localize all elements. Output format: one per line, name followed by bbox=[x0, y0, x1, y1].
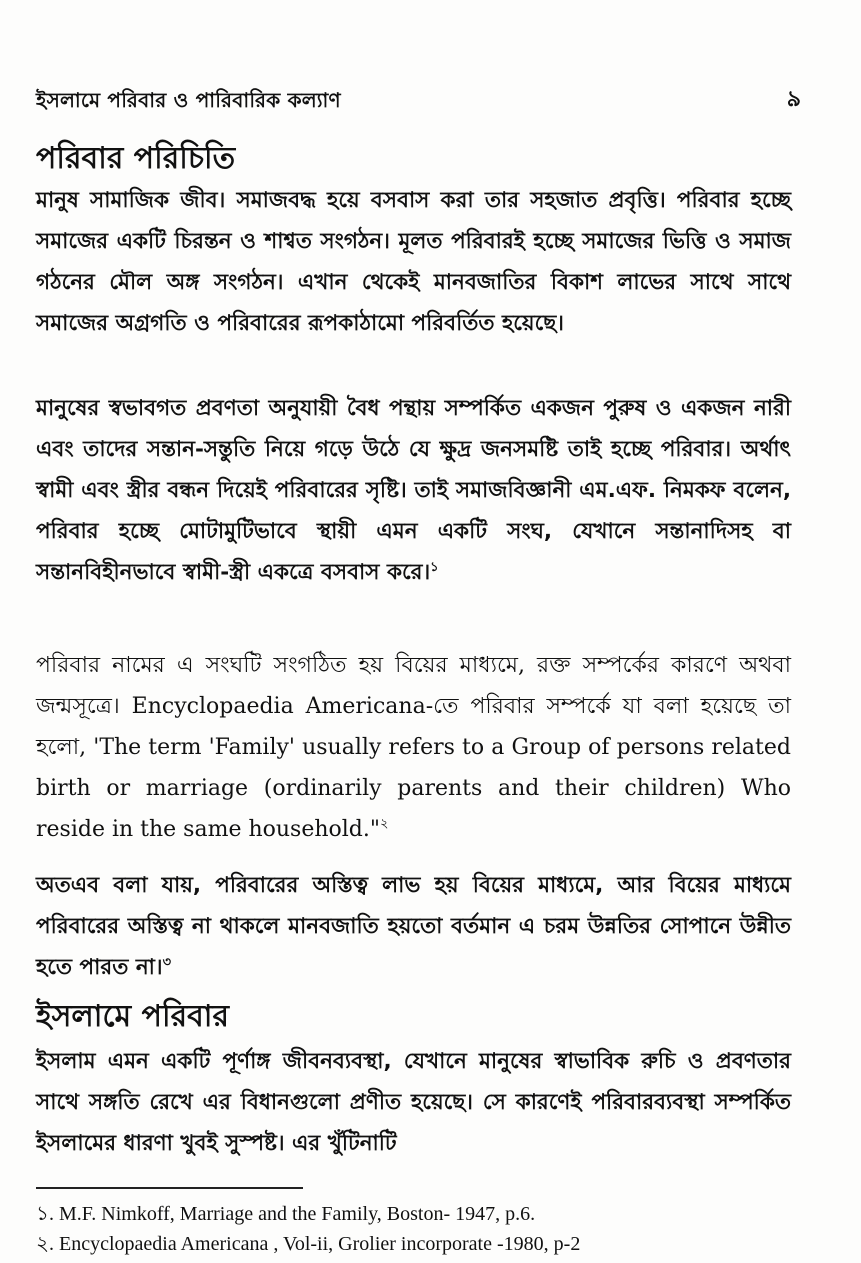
footnote-mark-3: ৩ bbox=[162, 954, 172, 970]
paragraph-3-text: পরিবার নামের এ সংঘটি সংগঠিত হয় বিয়ের মাধ্যমে, রক্ত সম্পর্কের কারণে অথবা জন্মসূত্রে। Encyclopaedia Americana-তে পরিবার সম্পর্কে যা বলা হয়েছে তা হলো, 'The term 'Family' usually refers to a Group of persons related birth or marriage (ordinarily parents and their children) Who reside in the same household." bbox=[36, 653, 791, 842]
paragraph-2-text: মানুষের স্বভাবগত প্রবণতা অনুযায়ী বৈধ পন্থায় সম্পর্কিত একজন পুরুষ ও একজন নারী এবং তাদের সন্তান-সন্তুতি নিয়ে গড়ে উঠে যে ক্ষুদ্র জনসমষ্টি তাই হচ্ছে পরিবার। অর্থাৎ স্বামী এবং স্ত্রীর বন্ধন দিয়েই পরিবারের সৃষ্টি। তাই সমাজবিজ্ঞানী এম.এফ. নিমকফ বলেন, পরিবার হচ্ছে মোটামুটিভাবে স্থায়ী এমন একটি সংঘ, যেখানে সন্তানাদিসহ বা সন্তানবিহীনভাবে স্বামী-স্ত্রী একত্রে বসবাস করে। bbox=[36, 396, 791, 585]
page-number: ৯ bbox=[786, 87, 801, 112]
paragraph-5 bbox=[36, 1041, 791, 1164]
paragraph-4 bbox=[36, 865, 791, 988]
footnote-mark-2: ২ bbox=[380, 816, 389, 832]
footnote-2: ২. Encyclopaedia Americana , Vol-ii, Grolier incorporate -1980, p-2 bbox=[36, 1233, 581, 1255]
footnote-divider bbox=[36, 1187, 303, 1189]
footnote-1: ১. M.F. Nimkoff, Marriage and the Family, Boston- 1947, p.6. bbox=[36, 1203, 536, 1225]
paragraph-1-text: মানুষ সামাজিক জীব। সমাজবদ্ধ হয়ে বসবাস করা তার সহজাত প্রবৃত্তি। পরিবার হচ্ছে সমাজের একটি চিরন্তন ও শাশ্বত সংগঠন। মূলত পরিবারই হচ্ছে সমাজের ভিত্তি ও সমাজ গঠনের মৌল অঙ্গ সংগঠন। এখান থেকেই মানবজাতির বিকাশ লাভের সাথে সাথে সমাজের অগ্রগতি ও পরিবারের রূপকাঠামো পরিবর্তিত হয়েছে। bbox=[36, 188, 791, 336]
running-title: ইসলামে পরিবার ও পারিবারিক কল্যাণ bbox=[36, 88, 341, 112]
paragraph-5-text: ইসলাম এমন একটি পূর্ণাঙ্গ জীবনব্যবস্থা, যেখানে মানুষের স্বাভাবিক রুচি ও প্রবণতার সাথে সঙ্গতি রেখে এর বিধানগুলো প্রণীত হয়েছে। সে কারণেই পরিবারব্যবস্থা সম্পর্কিত ইসলামের ধারণা খুবই সুস্পষ্ট। এর খুঁটিনাটি bbox=[36, 1049, 791, 1156]
paragraph-3 bbox=[36, 645, 791, 850]
section-heading-family-introduction: পরিবার পরিচিতি bbox=[36, 141, 236, 176]
footnote-mark-1: ১ bbox=[430, 559, 439, 575]
paragraph-1 bbox=[36, 180, 791, 344]
paragraph-2 bbox=[36, 388, 791, 593]
paragraph-4-text: অতএব বলা যায়, পরিবারের অস্তিত্ব লাভ হয় বিয়ের মাধ্যমে, আর বিয়ের মাধ্যমে পরিবারের অস্তিত্ব না থাকলে মানবজাতি হয়তো বর্তমান এ চরম উন্নতির সোপানে উন্নীত হতে পারত না। bbox=[36, 873, 791, 980]
section-heading-family-in-islam: ইসলামে পরিবার bbox=[36, 999, 229, 1034]
